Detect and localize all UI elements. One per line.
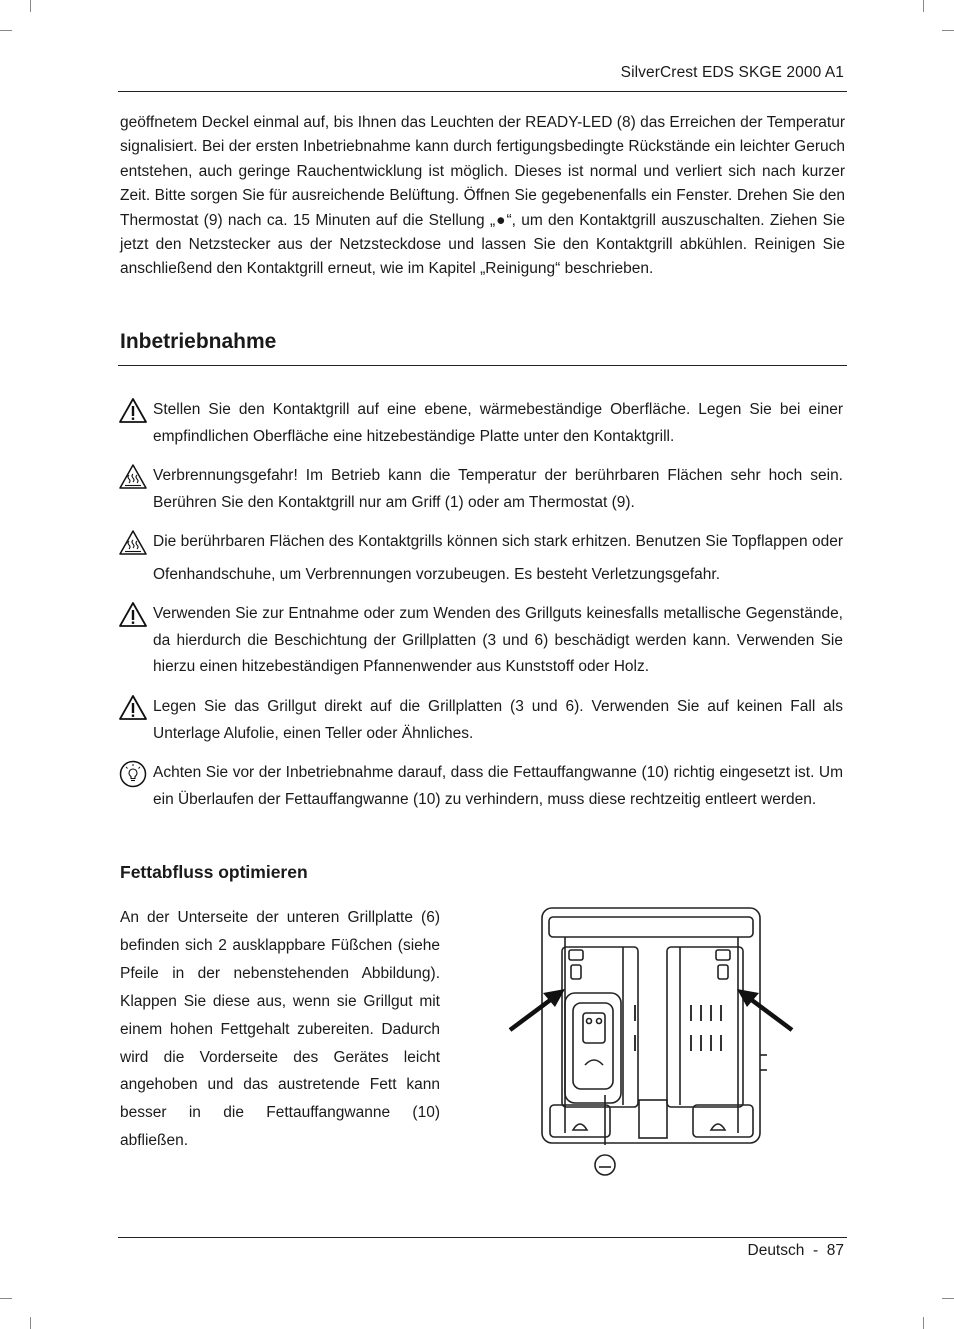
crop-mark	[30, 0, 31, 12]
note-text: Legen Sie das Grillgut direkt auf die Grillplatten (3 und 6). Verwenden Sie auf keinen Fall als Unterlage Alufolie, einen Teller oder Ähnliches.	[153, 698, 843, 742]
tip-note	[118, 760, 843, 813]
page-footer: Deutsch - 87	[747, 1242, 844, 1259]
note-text: Verwenden Sie zur Entnahme oder zum Wenden des Grillguts keinesfalls metallische Gegenstände, da hierdurch die Beschichtung der Grillplatten (3 und 6) beschädigt werden kann. Verwenden Sie hierzu einen hitzebeständigen Pfannenwender aus Kunststoff oder Holz.	[153, 605, 843, 676]
burn-warning-note	[118, 529, 843, 591]
warning-triangle-icon	[118, 397, 148, 425]
section-title: Inbetriebnahme	[120, 330, 277, 353]
grill-underside-illustration	[505, 905, 795, 1185]
header-rule	[118, 91, 847, 92]
note-text: Verbrennungsgefahr! Im Betrieb kann die Temperatur der berührbaren Flächen sehr hoch sein. Berühren Sie den Kontaktgrill nur am Griff (1) oder am Thermostat (9).	[153, 467, 843, 511]
hot-surface-icon	[118, 463, 148, 491]
crop-mark	[923, 1317, 924, 1329]
crop-mark	[942, 30, 954, 31]
crop-mark	[923, 0, 924, 12]
tip-lightbulb-icon	[118, 760, 148, 788]
note-text: Die berührbaren Flächen des Kontaktgrills können sich stark erhitzen. Benutzen Sie Topflappen oder Ofenhandschuhe, um Verbrennungen vorzubeugen. Es besteht Verletzungsgefahr.	[153, 533, 843, 583]
intro-paragraph: geöffnetem Deckel einmal auf, bis Ihnen das Leuchten der READY-LED (8) das Erreichen der Temperatur signalisiert. Bei der ersten Inbetriebnahme kann durch fertigungsbedingte Rückstände ein leichter Geruch entstehen, auch geringe Rauchentwicklung ist möglich. Dieses ist normal und verliert sich nach kurzer Zeit. Bitte sorgen Sie für ausreichende Belüftung. Öffnen Sie gegebenenfalls ein Fenster. Drehen Sie den Thermostat (9) nach ca. 15 Minuten auf die Stellung „●“, um den Kontaktgrill auszuschalten. Ziehen Sie jetzt den Netzstecker aus der Netzsteckdose und lassen Sie den Kontaktgrill abkühlen. Reinigen Sie anschließend den Kontaktgrill erneut, wie im Kapitel „Reinigung“ beschrieben.	[120, 114, 845, 278]
section-rule	[118, 365, 847, 366]
crop-mark	[0, 30, 12, 31]
subsection-title: Fettabfluss optimieren	[120, 862, 308, 882]
warning-triangle-icon	[118, 601, 148, 629]
safety-note	[118, 694, 843, 747]
warning-triangle-icon	[118, 694, 148, 722]
footer-rule	[118, 1237, 847, 1238]
hot-surface-icon	[118, 529, 148, 557]
subsection-text: An der Unterseite der unteren Grillplatte (6) befinden sich 2 ausklappbare Füßchen (siehe Pfeile in der nebenstehenden Abbildung). Klappen Sie diese aus, wenn sie Grillgut mit einem hohen Fettgehalt zubereiten. Dadurch wird die Vorderseite des Gerätes leicht angehoben und das austretende Fett kann besser in die Fettauffangwanne (10) abfließen.	[120, 909, 440, 1150]
note-text: Stellen Sie den Kontaktgrill auf eine ebene, wärmebeständige Oberfläche. Legen Sie bei einer empfindlichen Oberfläche eine hitzebeständige Platte unter den Kontaktgrill.	[153, 401, 843, 445]
crop-mark	[30, 1317, 31, 1329]
crop-mark	[942, 1298, 954, 1299]
left-arrow	[510, 989, 565, 1030]
safety-note	[118, 601, 843, 681]
page-header-title: SilverCrest EDS SKGE 2000 A1	[620, 64, 844, 81]
burn-warning-note	[118, 463, 843, 516]
safety-note	[118, 397, 843, 450]
note-text: Achten Sie vor der Inbetriebnahme darauf, dass die Fettauffangwanne (10) richtig eingesetzt ist. Um ein Überlaufen der Fettauffangwanne (10) zu verhindern, muss diese rechtzeitig entleert werden.	[153, 764, 843, 808]
crop-mark	[0, 1298, 12, 1299]
right-arrow	[737, 989, 792, 1030]
